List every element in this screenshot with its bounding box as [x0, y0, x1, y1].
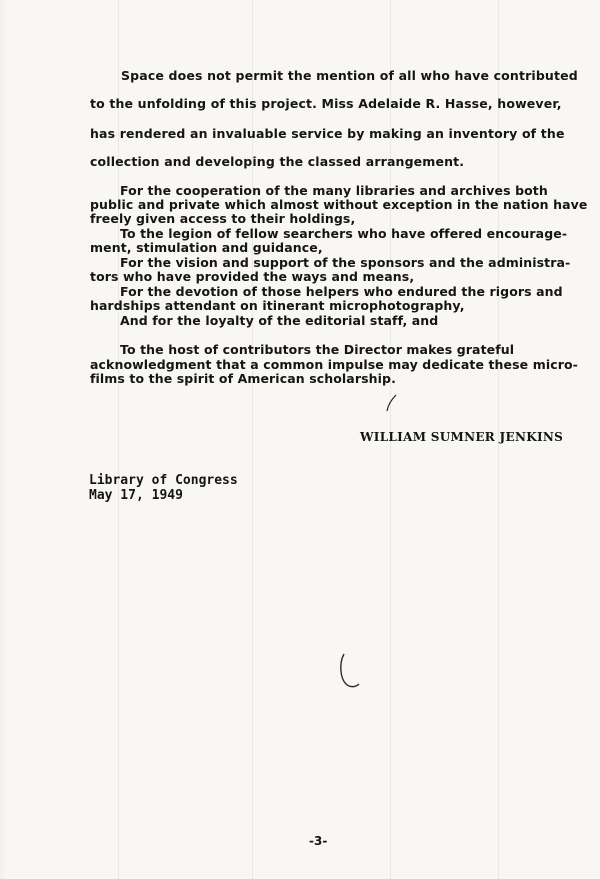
- ack-line-6: For the vision and support of the sponsors and the administra-: [120, 255, 571, 270]
- ack-line-1: For the cooperation of the many libraries and archives both: [120, 183, 548, 198]
- intro-line-3: has rendered an invaluable service by making an inventory of the: [90, 126, 565, 141]
- ack-line-10: And for the loyalty of the editorial staff, and: [120, 313, 439, 328]
- closing-line-1: To the host of contributors the Director makes grateful: [120, 342, 515, 357]
- ack-line-7: tors who have provided the ways and means,: [90, 269, 415, 284]
- signature-name: WILLIAM SUMNER JENKINS: [360, 430, 564, 444]
- intro-line-4: collection and developing the classed arrangement.: [90, 154, 465, 169]
- ack-line-9: hardships attendant on itinerant microphotography,: [90, 298, 465, 313]
- page-number: -3-: [309, 834, 328, 848]
- scan-artifact-icon: [336, 650, 364, 692]
- ack-line-2: public and private which almost without exception in the nation have: [90, 197, 588, 212]
- ack-line-5: ment, stimulation and guidance,: [90, 240, 323, 255]
- document-date: May 17, 1949: [89, 488, 183, 503]
- intro-line-2: to the unfolding of this project. Miss Adelaide R. Hasse, however,: [90, 96, 562, 111]
- intro-line-1: Space does not permit the mention of all who have contributed: [121, 68, 578, 83]
- closing-line-2: acknowledgment that a common impulse may dedicate these micro-: [90, 357, 578, 372]
- ack-line-8: For the devotion of those helpers who endured the rigors and: [120, 284, 563, 299]
- institution-name: Library of Congress: [89, 473, 238, 488]
- ack-line-3: freely given access to their holdings,: [90, 211, 356, 226]
- ack-line-4: To the legion of fellow searchers who have offered encourage-: [120, 226, 568, 241]
- closing-line-3: films to the spirit of American scholarship.: [90, 371, 396, 386]
- pen-mark-icon: [383, 393, 401, 415]
